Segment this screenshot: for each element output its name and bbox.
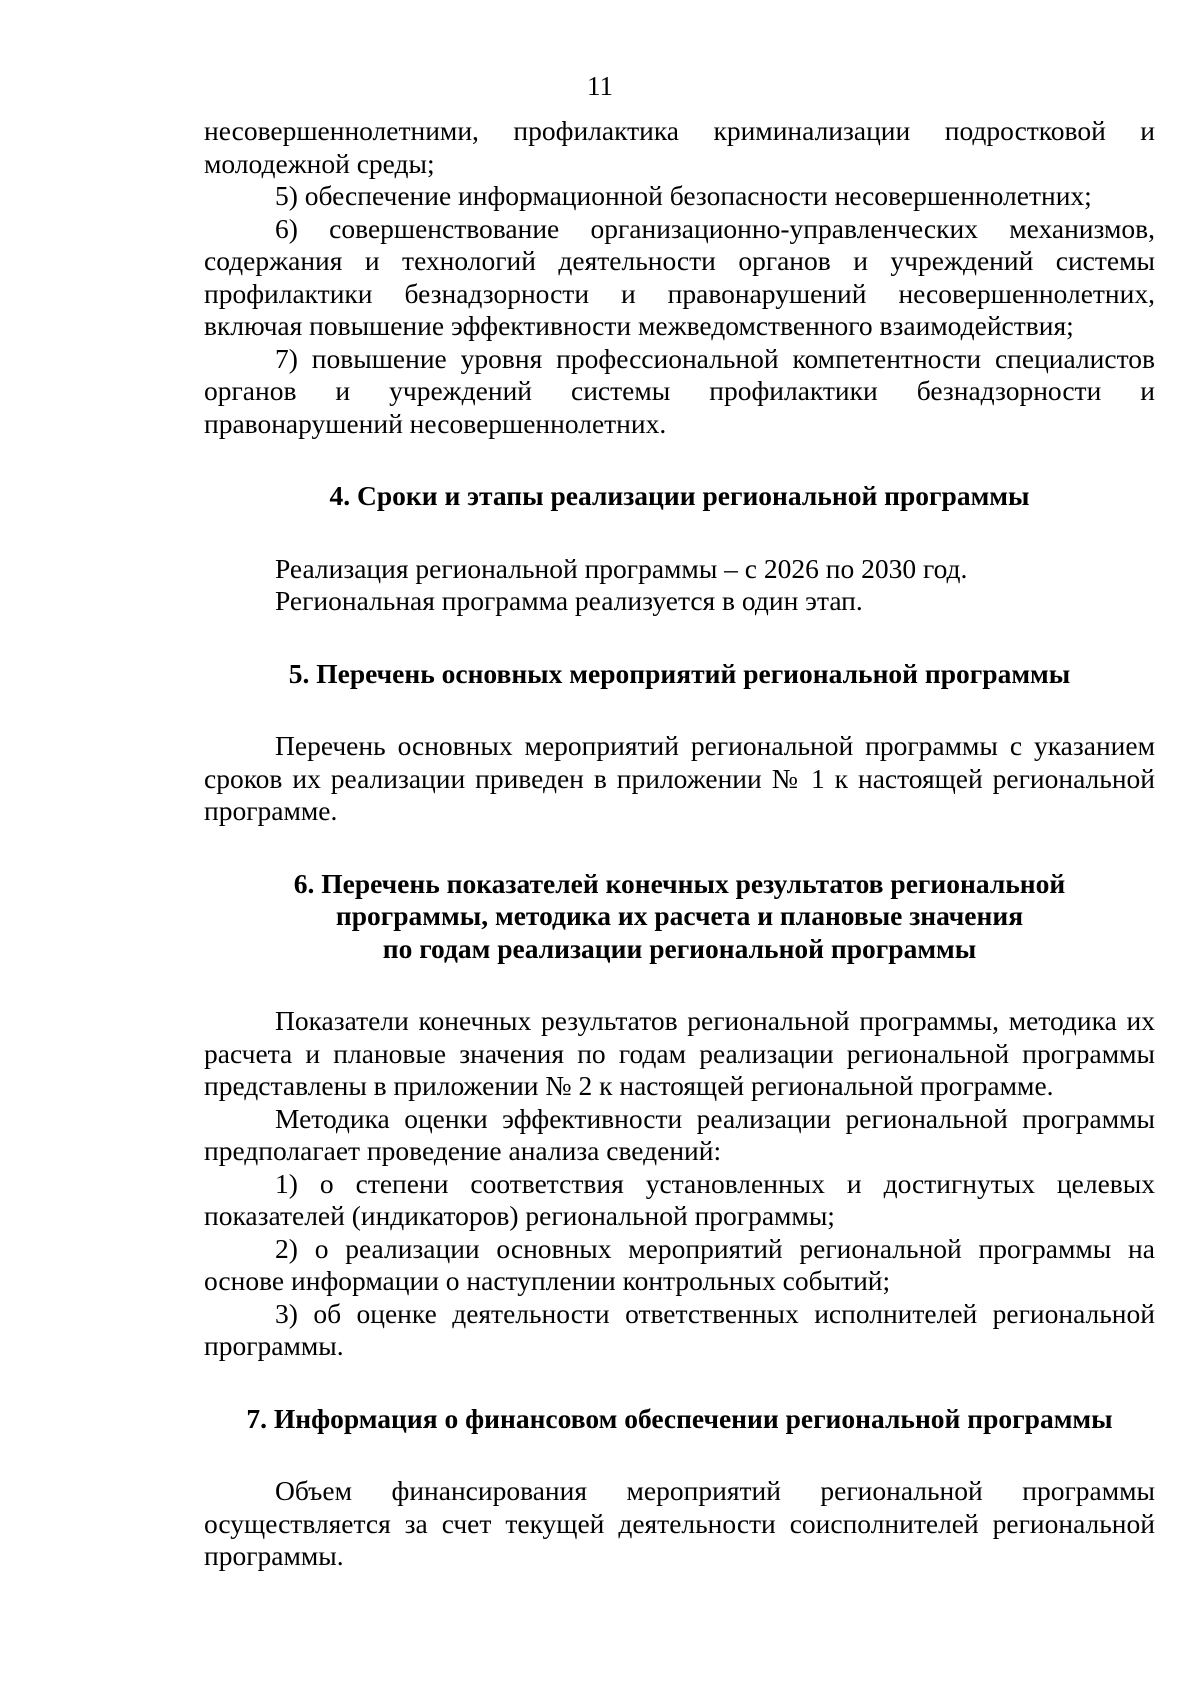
- list-item-5: 5) обеспечение информационной безопасности несовершеннолетних;: [275, 180, 1092, 211]
- section-heading-4: [204, 480, 1155, 513]
- paragraph-prevention-continued: несовершеннолетними, профилактика криминализации подростковой и молодежной среды;: [204, 115, 1155, 179]
- list-item-7: 7) повышение уровня профессиональной компетентности специалистов органов и учреждений системы профилактики безнадзорности и правонарушений несовершеннолетних.: [204, 342, 1155, 439]
- section-heading-5: [204, 658, 1155, 691]
- paragraph-financing: Объем финансирования мероприятий региональной программы осуществляется за счет текущей деятельности соисполнителей региональной программы.: [204, 1475, 1155, 1571]
- paragraph-implementation-period: Реализация региональной программы – с 2026 по 2030 год.: [275, 552, 968, 584]
- analysis-item-2: 2) о реализации основных мероприятий региональной программы на основе информации о наступлении контрольных событий;: [204, 1232, 1155, 1296]
- list-item-6: 6) совершенствование организационно-управленческих механизмов, содержания и технологий деятельности органов и учреждений системы профилактики безнадзорности и правонарушений несовершеннолетних, включая повышение эффективности межведомственного взаимодействия;: [204, 212, 1155, 341]
- analysis-item-3: 3) об оценке деятельности ответственных исполнителей региональной программы.: [204, 1297, 1155, 1361]
- section-heading-4-line: 4. Сроки и этапы реализации региональной программы: [329, 480, 1030, 511]
- section-heading-6: [204, 868, 1155, 966]
- section-heading-6-line-3: по годам реализации региональной программы: [382, 932, 977, 964]
- analysis-item-1: 1) о степени соответствия установленных и достигнутых целевых показателей (индикаторов) региональной программы;: [204, 1167, 1155, 1231]
- paragraph-single-stage: Региональная программа реализуется в один этап.: [275, 585, 863, 616]
- section-heading-5-line: 5. Перечень основных мероприятий региональной программы: [288, 657, 1071, 689]
- paragraph-indicators: Показатели конечных результатов региональной программы, методика их расчета и плановые значения по годам реализации региональной программы представлены в приложении № 2 к настоящей региональной программе.: [204, 1005, 1155, 1101]
- document-body: [204, 115, 1155, 1573]
- section-heading-7-line: 7. Информация о финансовом обеспечении региональной программы: [246, 1402, 1113, 1434]
- section-heading-6-line-2: программы, методика их расчета и плановые значения: [335, 900, 1024, 931]
- paragraph-methodology: Методика оценки эффективности реализации региональной программы предполагает проведение анализа сведений:: [204, 1102, 1155, 1166]
- section-heading-6-line-1: 6. Перечень показателей конечных результатов региональной: [293, 867, 1066, 899]
- paragraph-activities-list: Перечень основных мероприятий региональной программы с указанием сроков их реализации приведен в приложении № 1 к настоящей региональной программе.: [204, 730, 1155, 826]
- section-heading-7: [204, 1403, 1155, 1436]
- page-number: 11: [587, 71, 613, 101]
